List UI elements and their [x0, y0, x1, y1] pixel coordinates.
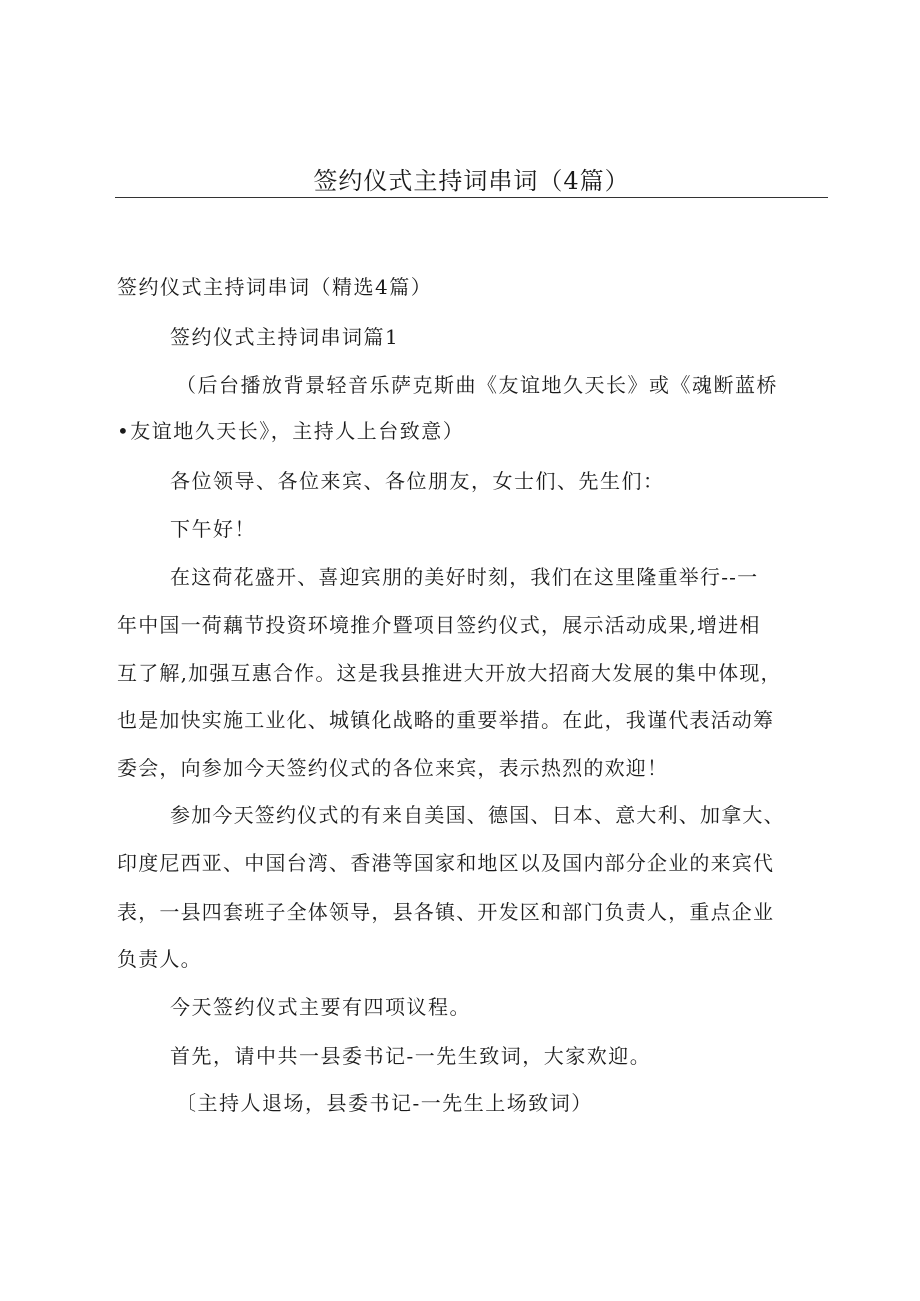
paragraph-line: 参加今天签约仪式的有来自美国、德国、日本、意大利、加拿大、 — [170, 803, 785, 827]
document-subtitle: 签约仪式主持词串词（精选4篇） — [117, 275, 433, 299]
stage-note-line: 〔主持人退场，县委书记-一先生上场致词） — [176, 1091, 593, 1115]
paragraph-line: 印度尼西亚、中国台湾、香港等国家和地区以及国内部分企业的来宾代 — [117, 851, 775, 875]
title-underline — [115, 197, 828, 198]
stage-note-line: •友谊地久天长》，主持人上台致意） — [117, 419, 465, 443]
document-title: 签约仪式主持词串词（4篇） — [313, 167, 630, 195]
paragraph-line: 表，一县四套班子全体领导，县各镇、开发区和部门负责人，重点企业 — [117, 900, 775, 924]
good-afternoon: 下午好！ — [170, 517, 256, 541]
agenda-line: 今天签约仪式主要有四项议程。 — [170, 995, 471, 1019]
greeting: 各位领导、各位来宾、各位朋友，女士们、先生们： — [170, 469, 665, 493]
paragraph-line: 负责人。 — [117, 947, 202, 971]
stage-note-line: （后台播放背景轻音乐萨克斯曲《友谊地久天长》或《魂断蓝桥 — [176, 373, 778, 397]
paragraph-line: 也是加快实施工业化、城镇化战略的重要举措。在此，我谨代表活动筹 — [117, 708, 775, 732]
paragraph-line: 年中国一荷藕节投资环境推介暨项目签约仪式，展示活动成果,增进相 — [117, 613, 761, 637]
paragraph-line: 委会，向参加今天签约仪式的各位来宾，表示热烈的欢迎！ — [117, 756, 669, 780]
section-heading: 签约仪式主持词串词篇1 — [170, 325, 400, 349]
first-item-line: 首先，请中共一县委书记-一先生致词，大家欢迎。 — [170, 1044, 652, 1068]
paragraph-line: 互了解,加强互惠合作。这是我县推进大开放大招商大发展的集中体现， — [117, 661, 782, 685]
paragraph-line: 在这荷花盛开、喜迎宾朋的美好时刻，我们在这里隆重举行--一 — [170, 565, 759, 589]
